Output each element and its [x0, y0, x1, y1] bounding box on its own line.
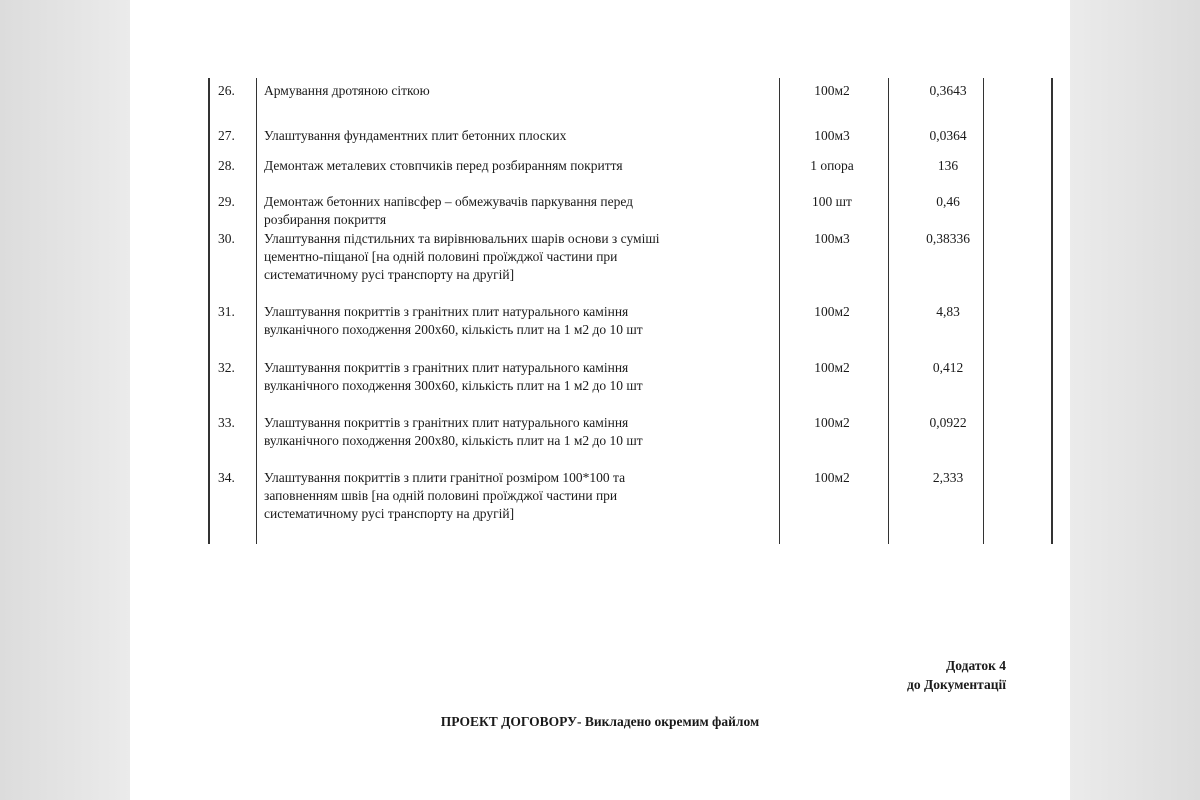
- row-quantity: 4,83: [936, 304, 960, 319]
- document-page: [130, 0, 1070, 800]
- row-quantity: 0,38336: [926, 231, 970, 246]
- table-divider-unit: [888, 78, 889, 544]
- row-unit: 100м2: [814, 304, 850, 319]
- row-number: 34.: [218, 470, 235, 485]
- row-number: 28.: [218, 158, 235, 173]
- row-number: 29.: [218, 194, 235, 209]
- row-quantity: 0,3643: [929, 83, 967, 98]
- row-quantity: 0,0364: [929, 128, 967, 143]
- row-description: Улаштування фундаментних плит бетонних плоских: [264, 128, 567, 143]
- row-number: 32.: [218, 360, 235, 375]
- row-quantity: 136: [937, 158, 959, 173]
- row-number: 26.: [218, 83, 235, 98]
- row-unit: 100м2: [814, 415, 850, 430]
- row-description: Демонтаж металевих стовпчиків перед розбиранням покриття: [264, 158, 623, 173]
- row-number: 33.: [218, 415, 235, 430]
- table-border-right: [1051, 78, 1053, 544]
- row-quantity: 0,0922: [929, 415, 967, 430]
- row-description: Улаштування підстильних та вирівнювальних шарів основи з суміші цементно-піщаної [на одній половині проїжджої частини при систематичному русі транспорту на другій]: [264, 231, 660, 282]
- row-unit: 100 шт: [812, 194, 852, 209]
- row-number: 27.: [218, 128, 235, 143]
- annex-reference: до Документації: [907, 677, 1006, 692]
- row-description: Улаштування покриттів з гранітних плит натурального каміння вулканічного походження 300х60, кількість плит на 1 м2 до 10 шт: [264, 360, 643, 393]
- row-description: Улаштування покриттів з гранітних плит натурального каміння вулканічного походження 200х80, кількість плит на 1 м2 до 10 шт: [264, 415, 643, 448]
- row-number: 31.: [218, 304, 235, 319]
- left-background: [0, 0, 130, 800]
- row-number: 30.: [218, 231, 235, 246]
- works-table: [208, 78, 1054, 544]
- row-unit: 1 опора: [810, 158, 854, 173]
- row-unit: 100м2: [814, 470, 850, 485]
- row-unit: 100м3: [814, 231, 850, 246]
- row-description: Улаштування покриттів з гранітних плит натурального каміння вулканічного походження 200х60, кількість плит на 1 м2 до 10 шт: [264, 304, 643, 337]
- row-quantity: 2,333: [932, 470, 964, 485]
- annex-label: [907, 656, 1006, 694]
- table-border-left: [208, 78, 210, 544]
- row-unit: 100м3: [814, 128, 850, 143]
- annex-number: Додаток 4: [946, 658, 1006, 673]
- row-description: Демонтаж бетонних напівсфер – обмежувачів паркування перед розбирання покриття: [264, 194, 634, 227]
- row-unit: 100м2: [814, 83, 850, 98]
- row-description: Армування дротяною сіткою: [264, 83, 430, 98]
- row-quantity: 0,412: [932, 360, 964, 375]
- row-unit: 100м2: [814, 360, 850, 375]
- right-background: [1070, 0, 1200, 800]
- row-quantity: 0,46: [936, 194, 960, 209]
- row-description: Улаштування покриттів з плити гранітної розміром 100*100 та заповненням швів [на одній половині проїжджої частини при систематичному русі транспорту на другій]: [264, 470, 626, 521]
- project-title: ПРОЕКТ ДОГОВОРУ- Викладено окремим файлом: [440, 714, 760, 729]
